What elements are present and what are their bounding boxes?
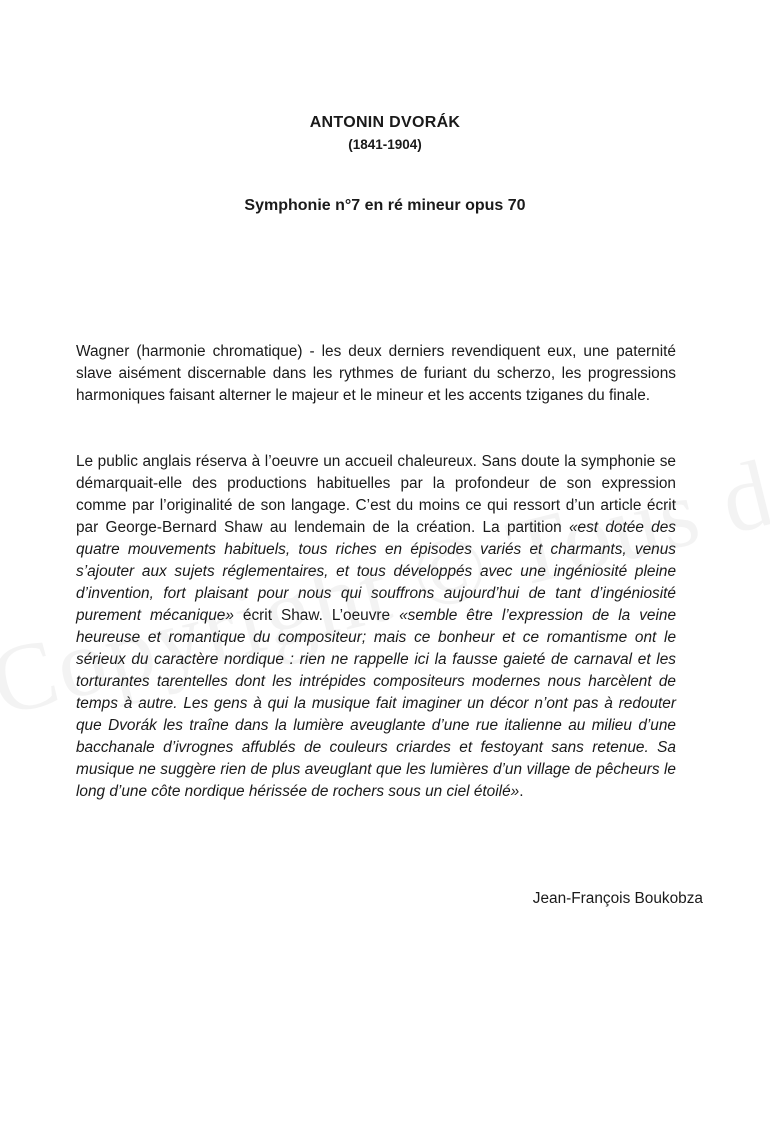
composer-dates: (1841-1904) xyxy=(348,137,422,152)
paragraph-2 xyxy=(76,451,676,803)
author-signature: Jean-François Boukobza xyxy=(532,890,703,907)
shaw-quote-1: «est dotée des quatre mouvements habituels, tous riches en épisodes variés et charmants, venus s’ajouter aux sujets réglementaires, et tous développés avec une ingéniosité pleine d’invention, fort plaisant pour nous qui souffrons aujourd’hui de tant d’ingéniosité purement mécanique» xyxy=(76,519,676,624)
shaw-quote-2: «semble être l’expression de la veine heureuse et romantique du compositeur; mais ce bonheur et ce romantisme ont le sérieux du caractère nordique : rien ne rappelle ici la fausse gaieté de carnaval et les torturantes tarentelles dont les intrépides compositeurs modernes nous harcèlent de temps à autre. Les gens à qui la musique fait imaginer un décor n’ont pas à redouter que Dvorák les traîne dans la lumière aveuglante d’une rue italienne au milieu d’une bacchanale d’ivrognes affublés de couleurs criardes et festoyant sans retenue. Sa musique ne suggère rien de plus aveuglant que les lumières d’un village de pêcheurs le long d’une côte nordique hérissée de rochers sous un ciel étoilé» xyxy=(76,607,676,800)
paragraph-2-end: . xyxy=(519,783,524,800)
work-title: Symphonie n°7 en ré mineur opus 70 xyxy=(244,197,526,214)
composer-name: ANTONIN DVORÁK xyxy=(309,114,461,131)
paragraph-1: Wagner (harmonie chromatique) - les deux derniers revendiquent eux, une paternité slave aisément discernable dans les rythmes de furiant du scherzo, les progressions harmoniques faisant alterner le majeur et le mineur et les accents tziganes du finale. xyxy=(76,343,676,404)
paragraph-2-mid: écrit Shaw. L’oeuvre xyxy=(233,607,400,624)
paragraph-2-intro: Le public anglais réserva à l’oeuvre un accueil chaleureux. Sans doute la symphonie se démarquait-elle des productions habituelles par la profondeur de son expression comme par l’originalité de son langage. C’est du moins ce qui ressort d’un article écrit par George-Bernard Shaw au lendemain de la création. La partition xyxy=(76,453,676,536)
